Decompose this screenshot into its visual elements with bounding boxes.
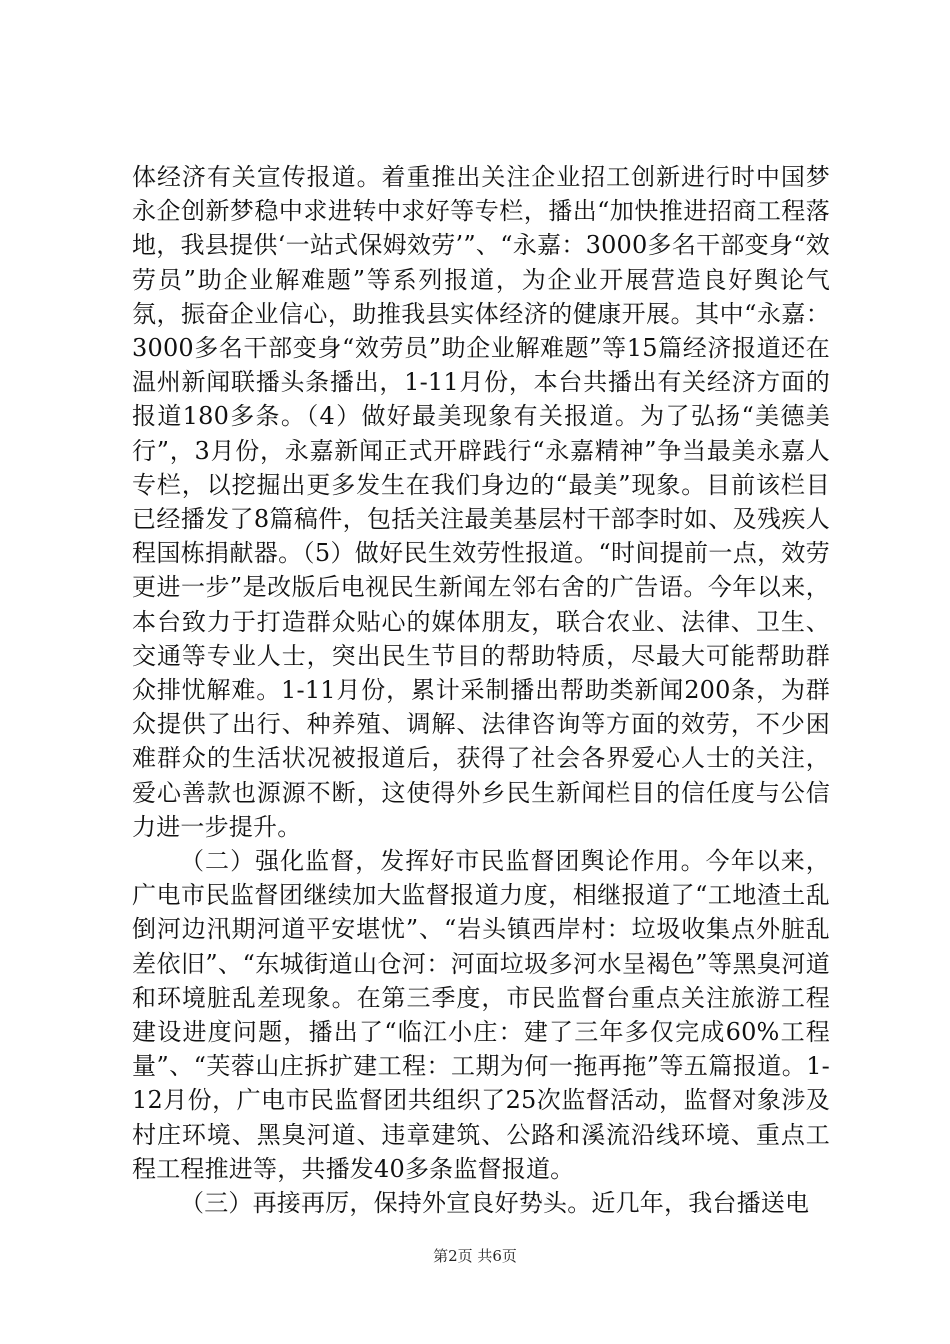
document-body: [132, 160, 830, 1220]
page-number-footer: 第2页 共6页: [433, 1247, 517, 1265]
paragraph-supervision: （二）强化监督，发挥好市民监督团舆论作用。今年以来，广电市民监督团继续加大监督报道力度，相继报道了“工地渣土乱倒河边汛期河道平安堪忧”、“岩头镇西岸村：垃圾收集点外脏乱差依旧”、“东城街道山仓河：河面垃圾多河水呈褐色”等黑臭河道和环境脏乱差现象。在第三季度，市民监督台重点关注旅游工程建设进度问题，播出了“临江小庄：建了三年多仅完成60%工程量”、“芙蓉山庄拆扩建工程：工期为何一拖再拖”等五篇报道。1-12月份，广电市民监督团共组织了25次监督活动，监督对象涉及村庄环境、黑臭河道、违章建筑、公路和溪流沿线环境、重点工程工程推进等，共播发40多条监督报道。: [132, 847, 830, 1183]
paragraph-external-publicity: （三）再接再厉，保持外宣良好势头。近几年，我台播送电: [180, 1189, 810, 1218]
paragraph-economy-reports: 体经济有关宣传报道。着重推出关注企业招工创新进行时中国梦永企创新梦稳中求进转中求好等专栏，播出“加快推进招商工程落地，我县提供‘一站式保姆效劳’”、“永嘉：3000多名干部变身“效劳员”助企业解难题”等系列报道，为企业开展营造良好舆论气氛，振奋企业信心，助推我县实体经济的健康开展。其中“永嘉：3000多名干部变身“效劳员”助企业解难题”等15篇经济报道还在温州新闻联播头条播出，1-11月份，本台共播出有关经济方面的报道180多条。（4）做好最美现象有关报道。为了弘扬“美德美行”，3月份，永嘉新闻正式开辟践行“永嘉精神”争当最美永嘉人专栏，以挖掘出更多发生在我们身边的“最美”现象。目前该栏目已经播发了8篇稿件，包括关注最美基层村干部李时如、及残疾人程国栋捐献器。（5）做好民生效劳性报道。“时间提前一点，效劳更进一步”是改版后电视民生新闻左邻右舍的广告语。今年以来，本台致力于打造群众贴心的媒体朋友，联合农业、法律、卫生、交通等专业人士，突出民生节目的帮助特质，尽最大可能帮助群众排忧解难。1-11月份，累计采制播出帮助类新闻200条，为群众提供了出行、种养殖、调解、法律咨询等方面的效劳，不少困难群众的生活状况被报道后，获得了社会各界爱心人士的关注，爱心善款也源源不断，这使得外乡民生新闻栏目的信任度与公信力进一步提升。: [132, 163, 830, 841]
